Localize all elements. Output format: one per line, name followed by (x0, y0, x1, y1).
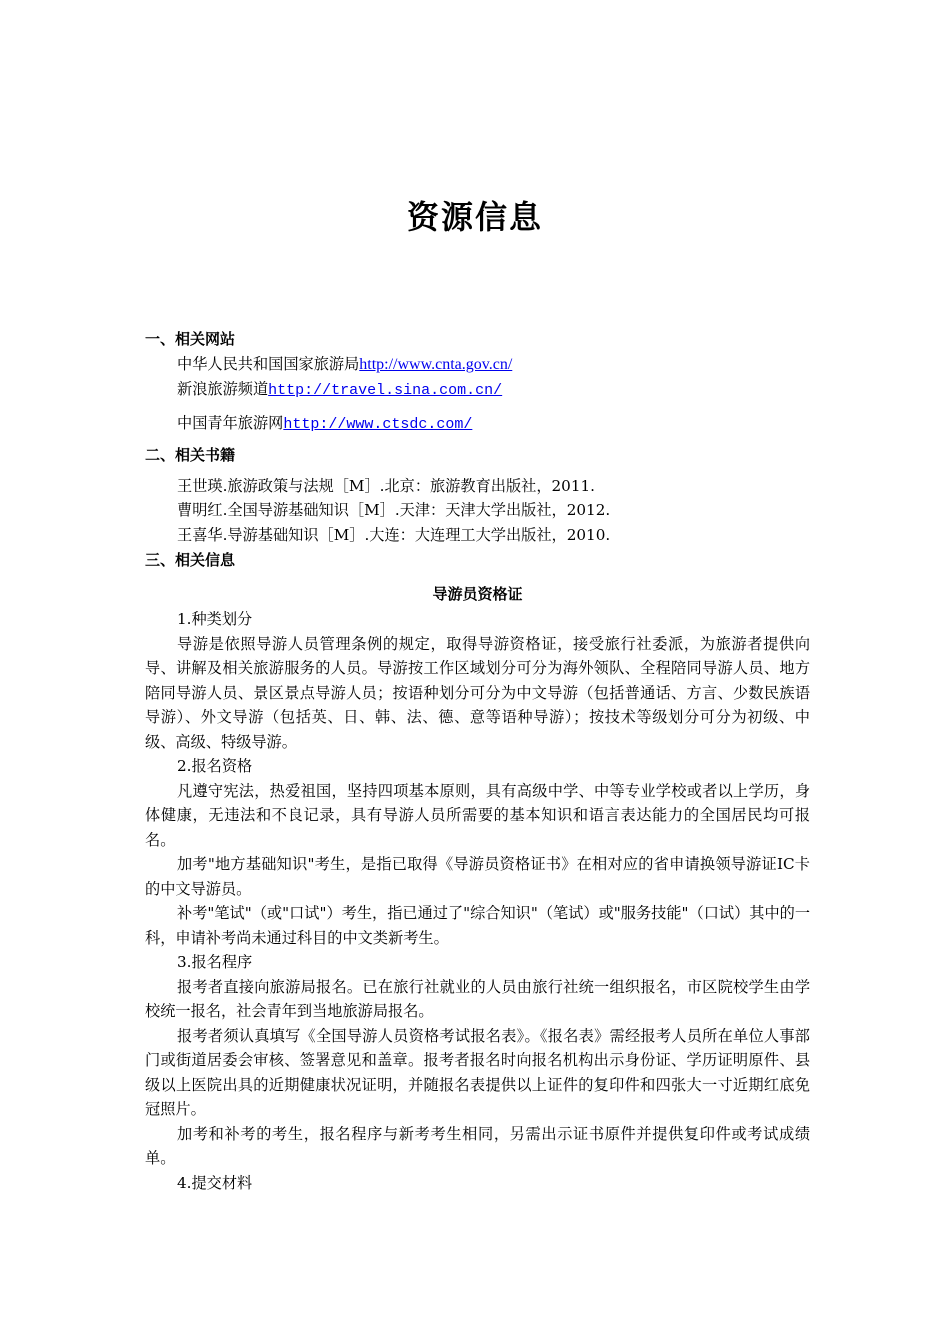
info-paragraph: 报考者须认真填写《全国导游人员资格考试报名表》。《报名表》需经报考人员所在单位人事部门或街道居委会审核、签署意见和盖章。报考者报名时向报名机构出示身份证、学历证明原件、县级以上医院出具的近期健康状况证明，并随报名表提供以上证件的复印件和四张大一寸近期红底免冠照片。 (145, 1026, 810, 1118)
info-paragraph: 报考者直接向旅游局报名。已在旅行社就业的人员由旅行社统一组织报名，市区院校学生由学校统一报名，社会青年到当地旅游局报名。 (145, 977, 810, 1020)
book-reference: 曹明红.全国导游基础知识［M］.天津：天津大学出版社，2012. (177, 501, 611, 519)
info-item-heading: 3.报名程序 (177, 953, 253, 971)
info-paragraph: 凡遵守宪法，热爱祖国，坚持四项基本原则，具有高级中学、中等专业学校或者以上学历，身体健康，无违法和不良记录，具有导游人员所需要的基本知识和语言表达能力的全国居民均可报名。 (145, 781, 810, 849)
info-paragraph: 加考和补考的考生，报名程序与新考考生相同，另需出示证书原件并提供复印件或考试成绩单。 (145, 1124, 810, 1167)
page-title: 资源信息 (406, 198, 543, 236)
website-label: 中华人民共和国国家旅游局 (177, 355, 360, 373)
info-item-heading: 2.报名资格 (177, 757, 253, 775)
website-link-ctsdc[interactable]: http://www.ctsdc.com/ (283, 416, 473, 433)
info-paragraph: 补考"笔试"（或"口试"）考生，指已通过了"综合知识"（笔试）或"服务技能"（口试）其中的一科，申请补考尚未通过科目的中文类新考生。 (145, 904, 811, 947)
book-reference: 王喜华.导游基础知识［M］.大连：大连理工大学出版社，2010. (177, 525, 611, 544)
website-label: 中国青年旅游网 (177, 414, 284, 432)
website-line (145, 352, 810, 377)
section-heading-websites: 一、相关网站 (145, 330, 236, 348)
section-heading-info: 三、相关信息 (145, 551, 236, 569)
info-item-heading: 1.种类划分 (177, 610, 253, 628)
website-line (145, 377, 810, 402)
website-label: 新浪旅游频道 (177, 379, 269, 398)
document-body (145, 326, 810, 1195)
section-heading-books: 二、相关书籍 (145, 445, 236, 464)
info-subtitle: 导游员资格证 (432, 585, 523, 603)
info-paragraph: 加考"地方基础知识"考生，是指已取得《导游员资格证书》在相对应的省申请换领导游证IC卡的中文导游员。 (145, 855, 810, 898)
website-line (145, 411, 810, 436)
website-link-sina-travel[interactable]: http://travel.sina.com.cn/ (268, 381, 503, 399)
book-reference: 王世瑛.旅游政策与法规［M］.北京：旅游教育出版社，2011. (177, 476, 595, 495)
website-link-cnta[interactable]: http://www.cnta.gov.cn/ (359, 356, 513, 373)
info-paragraph: 导游是依照导游人员管理条例的规定，取得导游资格证，接受旅行社委派，为旅游者提供向导、讲解及相关旅游服务的人员。导游按工作区域划分可分为海外领队、全程陪同导游人员、地方陪同导游人员、景区景点导游人员；按语种划分可分为中文导游（包括普通话、方言、少数民族语导游）、外文导游（包括英、日、韩、法、德、意等语种导游）；按技术等级划分可分为初级、中级、高级、特级导游。 (145, 634, 810, 751)
info-item-heading: 4.提交材料 (177, 1173, 253, 1192)
